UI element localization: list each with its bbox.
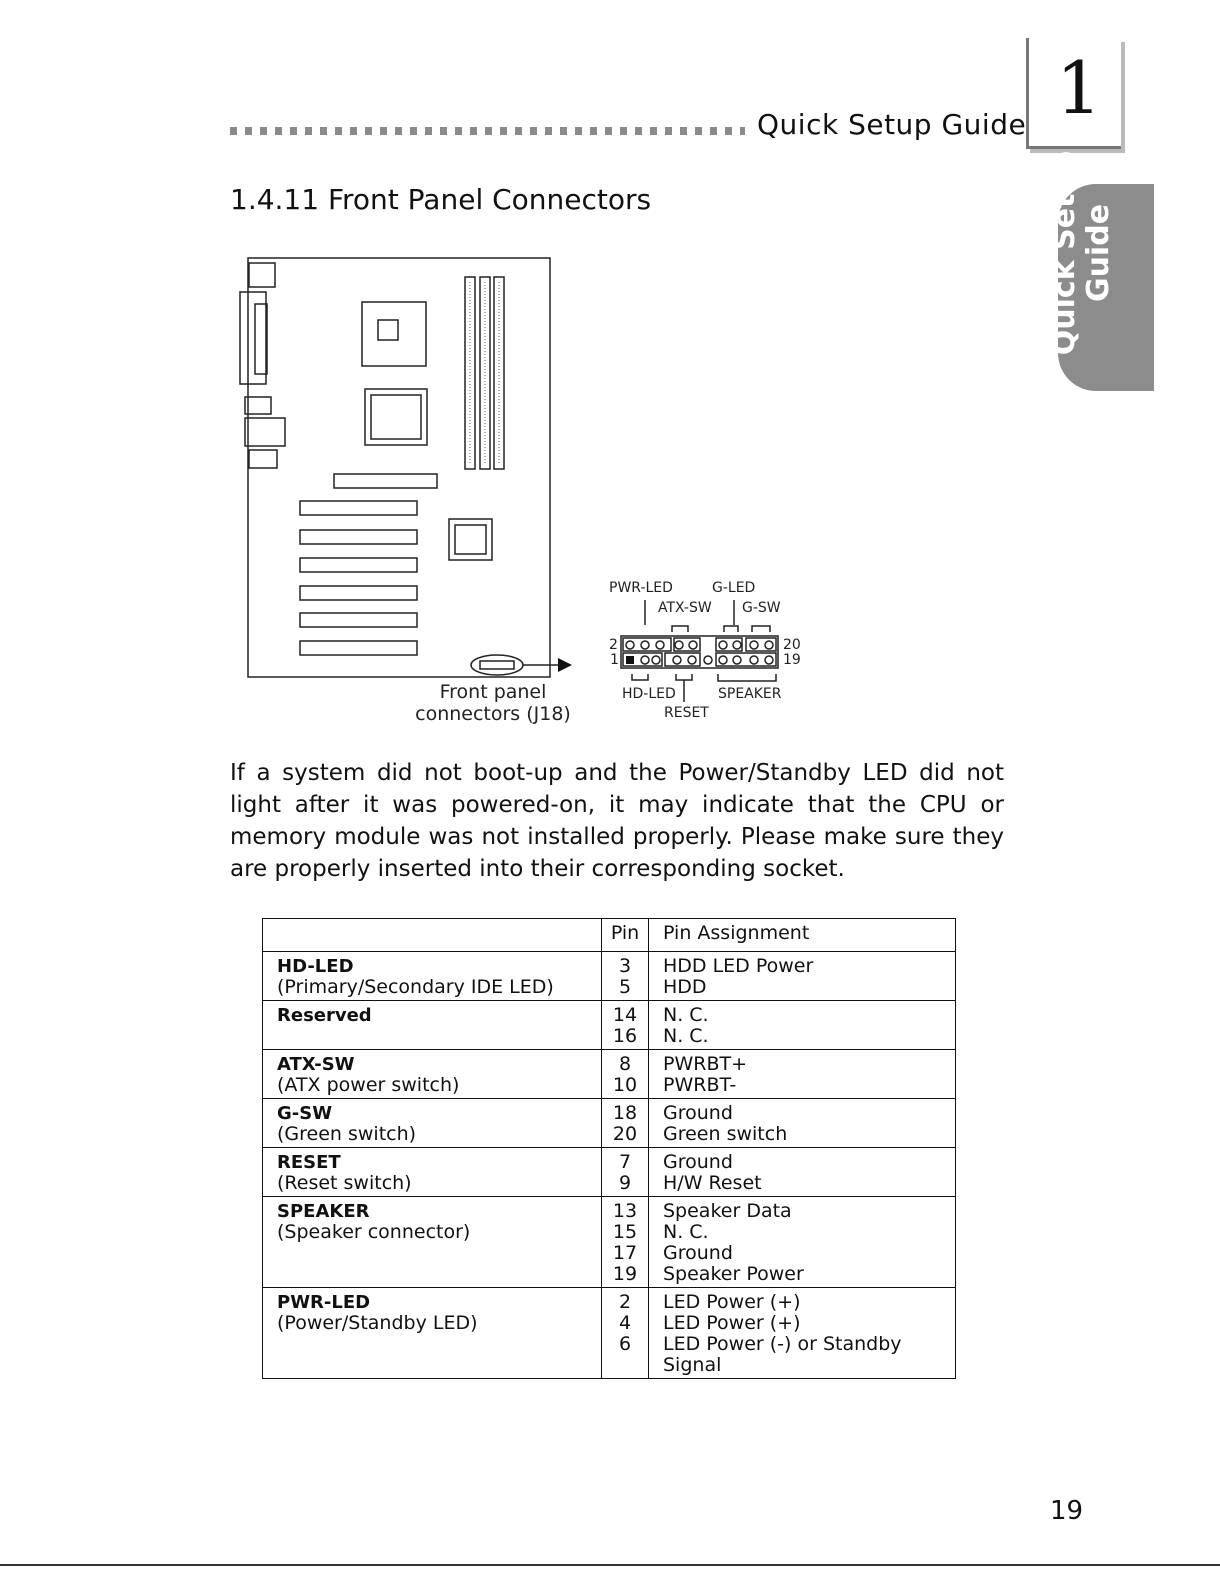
- pin-assignment: N. C.: [663, 1025, 709, 1047]
- label-pin-20: 20: [783, 637, 801, 653]
- pin-number: 16: [612, 1025, 638, 1047]
- assignment-cell: [649, 1197, 956, 1288]
- label-speaker: SPEAKER: [718, 686, 782, 702]
- pci-slot: [300, 530, 417, 544]
- label-g-led: G-LED: [712, 580, 756, 596]
- connector-cell: [263, 1148, 602, 1197]
- parallel-port: [240, 292, 266, 384]
- chapter-number: 1: [1056, 46, 1102, 130]
- pin-number: 5: [618, 976, 632, 998]
- pin-assignment: N. C.: [663, 1221, 709, 1243]
- pin-assignment: Ground: [663, 1102, 733, 1124]
- table-row: [263, 1099, 956, 1148]
- pin-number: 2: [618, 1291, 632, 1313]
- connector-name: Reserved: [277, 1005, 372, 1026]
- connector-cell: [263, 952, 602, 1001]
- label-reset: RESET: [664, 705, 709, 721]
- pin-number: 3: [618, 955, 632, 977]
- label-atx-sw: ATX-SW: [658, 600, 712, 616]
- front-panel-caption-line-1: Front panel: [439, 681, 547, 703]
- label-pwr-led: PWR-LED: [609, 580, 673, 596]
- pin-number: 18: [612, 1102, 638, 1124]
- header-label: [263, 919, 602, 952]
- page-number: 19: [1050, 1496, 1084, 1526]
- table-row: [263, 1197, 956, 1288]
- section-heading: 1.4.11 Front Panel Connectors: [230, 183, 652, 216]
- connector-cell: [263, 1001, 602, 1050]
- body-paragraph: If a system did not boot-up and the Power/Standby LED did not light after it was powered-on, it may indicate that the CPU or memory module was not installed properly. Please make sure they are properly inserted into their corresponding socket.: [230, 760, 1004, 882]
- pin-assignment: Speaker Power: [663, 1263, 804, 1285]
- pin-number: 14: [612, 1004, 638, 1026]
- connector-name: HD-LED: [277, 956, 354, 977]
- pin-number: 4: [618, 1312, 632, 1334]
- pin-number: 7: [618, 1151, 632, 1173]
- connector-description: (Speaker connector): [277, 1221, 471, 1243]
- pci-slot: [300, 586, 417, 600]
- header-assignment: Pin Assignment: [649, 919, 956, 952]
- usb-port: [245, 397, 271, 414]
- northbridge-chip: [365, 389, 427, 445]
- pin-number: 8: [618, 1053, 632, 1075]
- agp-slot: [334, 474, 437, 488]
- pin-assignment: LED Power (-) or Standby Signal: [663, 1333, 902, 1376]
- pin-cell: [602, 1148, 649, 1197]
- pin-number: 13: [612, 1200, 638, 1222]
- pci-slot: [300, 558, 417, 572]
- pin-cell: [602, 952, 649, 1001]
- table-row: [263, 1050, 956, 1099]
- pin-1-marker: [626, 656, 634, 664]
- pin-assignment: Speaker Data: [663, 1200, 792, 1222]
- pin-cell: [602, 1197, 649, 1288]
- connector-cell: [263, 1197, 602, 1288]
- pin-assignment: PWRBT-: [663, 1074, 737, 1096]
- pin-number: 10: [612, 1074, 638, 1096]
- pin-cell: [602, 1001, 649, 1050]
- label-hd-led: HD-LED: [622, 686, 676, 702]
- pin-assignment: HDD LED Power: [663, 955, 814, 977]
- pin-assignment: H/W Reset: [663, 1172, 762, 1194]
- pin-assignment: Green switch: [663, 1123, 788, 1145]
- label-pin-19: 19: [783, 652, 801, 668]
- table-header-row: [263, 919, 956, 952]
- connector-cell: [263, 1288, 602, 1379]
- table-row: [263, 1148, 956, 1197]
- pin-number: 20: [612, 1123, 638, 1145]
- pin-number: 15: [612, 1221, 638, 1243]
- connector-cell: [263, 1099, 602, 1148]
- assignment-cell: [649, 1001, 956, 1050]
- connector-description: (Primary/Secondary IDE LED): [277, 976, 554, 998]
- label-pin-2: 2: [609, 637, 618, 653]
- connector-description: (Reset switch): [277, 1172, 412, 1194]
- connector-name: G-SW: [277, 1103, 333, 1124]
- pin-number: 19: [612, 1263, 638, 1285]
- pin-assignment: LED Power (+): [663, 1312, 801, 1334]
- pin-cell: [602, 1099, 649, 1148]
- connector-description: (ATX power switch): [277, 1074, 460, 1096]
- pin-assignment: Ground: [663, 1151, 733, 1173]
- connector-name: ATX-SW: [277, 1054, 355, 1075]
- side-tab-line-1: Quick Setup: [1047, 150, 1082, 356]
- bottom-rule: [0, 1564, 1220, 1566]
- arrow-head: [558, 658, 572, 672]
- table-row: [263, 1001, 956, 1050]
- pin-assignment: Ground: [663, 1242, 733, 1264]
- connector-cell: [263, 1050, 602, 1099]
- connector-name: SPEAKER: [277, 1201, 370, 1222]
- cpu-socket: [362, 302, 426, 366]
- assignment-cell: [649, 952, 956, 1001]
- table-row: [263, 1288, 956, 1379]
- pin-number: 9: [618, 1172, 632, 1194]
- pin-assignment-table: [262, 918, 956, 1379]
- label-pin-1: 1: [610, 652, 619, 668]
- running-header-title: Quick Setup Guide: [757, 108, 1027, 141]
- table-row: [263, 952, 956, 1001]
- label-g-sw: G-SW: [742, 600, 781, 616]
- pci-slot: [300, 641, 417, 655]
- pci-slot: [300, 501, 417, 515]
- ps2-port: [249, 263, 275, 287]
- assignment-cell: [649, 1288, 956, 1379]
- pci-slot: [300, 613, 417, 627]
- connector-description: (Green switch): [277, 1123, 417, 1145]
- lan-port: [249, 450, 277, 468]
- pin-number: 17: [612, 1242, 638, 1264]
- header-pin: Pin: [602, 919, 649, 952]
- assignment-cell: [649, 1148, 956, 1197]
- audio-port: [245, 418, 285, 446]
- assignment-cell: [649, 1099, 956, 1148]
- pin-cell: [602, 1050, 649, 1099]
- pin-assignment: LED Power (+): [663, 1291, 801, 1313]
- j18-connector-highlight: [471, 655, 523, 675]
- pin-number: 6: [618, 1333, 632, 1355]
- front-panel-caption-line-2: connectors (J18): [415, 703, 571, 725]
- connector-name: RESET: [277, 1152, 341, 1173]
- pin-assignment: HDD: [663, 976, 707, 998]
- pin-assignment: N. C.: [663, 1004, 709, 1026]
- front-panel-caption: [410, 681, 576, 725]
- assignment-cell: [649, 1050, 956, 1099]
- connector-name: PWR-LED: [277, 1292, 371, 1313]
- motherboard-diagram: [0, 0, 1220, 760]
- side-tab-line-2: Guide: [1081, 203, 1116, 303]
- pin-cell: [602, 1288, 649, 1379]
- connector-description: (Power/Standby LED): [277, 1312, 478, 1334]
- pin-assignment: PWRBT+: [663, 1053, 748, 1075]
